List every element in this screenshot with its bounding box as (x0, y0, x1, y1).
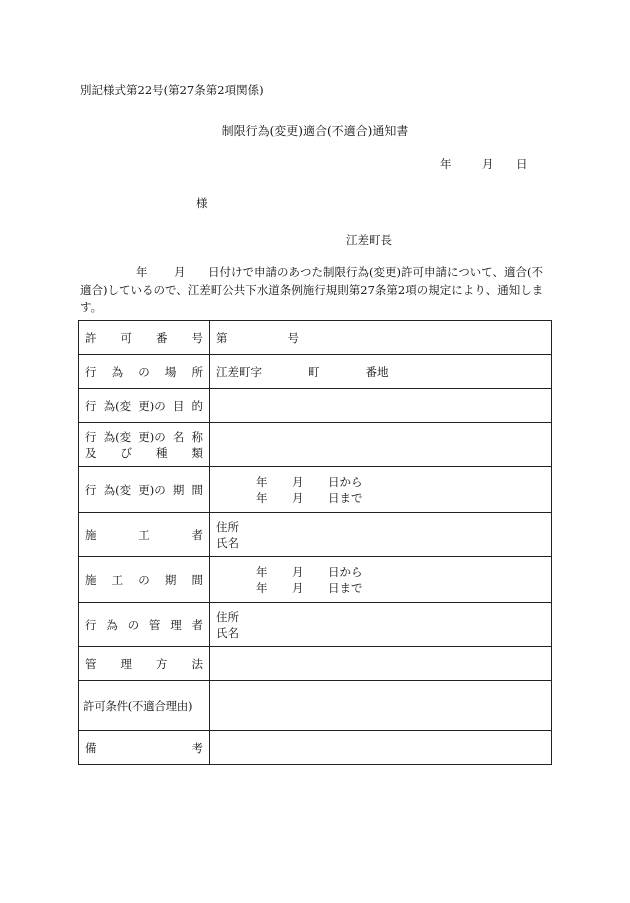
value-contractor (210, 513, 552, 557)
value-conditions (210, 681, 552, 731)
body-month: 月 (174, 265, 186, 279)
row-remarks (79, 731, 552, 765)
body-paragraph (80, 264, 552, 317)
value-permit-number (210, 321, 552, 355)
row-manager (79, 603, 552, 647)
value-manager (210, 603, 552, 647)
value-management (210, 647, 552, 681)
value-remarks (210, 731, 552, 765)
period-to: 年 月 日まで (256, 490, 363, 505)
date-year: 年 (440, 157, 452, 171)
location-cho: 町 (308, 364, 320, 379)
value-name-kind (210, 423, 552, 467)
row-location (79, 355, 552, 389)
location-banchi: 番地 (365, 364, 389, 379)
form-reference: 別記様式第22号(第27条第2項関係) (80, 83, 264, 97)
label-name-kind: 行 為(変 更)の 名 称 及 び 種 類 (79, 423, 210, 467)
row-permit-number (79, 321, 552, 355)
label-work-period: 施 工 の 期 間 (79, 557, 210, 603)
row-period (79, 467, 552, 513)
label-location: 行 為 の 場 所 (79, 355, 210, 389)
row-conditions (79, 681, 552, 731)
label-permit-number: 許 可 番 号 (79, 321, 210, 355)
location-town: 江差町字 (216, 364, 262, 379)
label-remarks: 備 考 (79, 731, 210, 765)
body-text: 日付けで申請のあつた制限行為(変更)許可申請について、適合(不適合)しているので、江差町公共下水道条例施行規則第27条第2項の規定により、通知します。 (80, 265, 544, 314)
contractor-address-label: 住所 (216, 519, 239, 534)
contractor-name-label: 氏名 (216, 535, 239, 550)
value-location (210, 355, 552, 389)
issuer: 江差町長 (346, 233, 392, 247)
permit-suffix: 号 (287, 330, 299, 345)
document-title: 制限行為(変更)適合(不適合)通知書 (221, 124, 409, 138)
manager-address-label: 住所 (216, 609, 239, 624)
date-line (440, 156, 528, 172)
value-work-period (210, 557, 552, 603)
addressee-suffix: 様 (196, 196, 208, 210)
work-period-from: 年 月 日から (256, 564, 363, 579)
row-management (79, 647, 552, 681)
period-from: 年 月 日から (256, 474, 363, 489)
label-contractor: 施 工 者 (79, 513, 210, 557)
row-work-period (79, 557, 552, 603)
detail-table (78, 320, 552, 765)
label-purpose: 行 為(変 更)の 目 的 (79, 389, 210, 423)
row-purpose (79, 389, 552, 423)
label-management: 管 理 方 法 (79, 647, 210, 681)
value-period (210, 467, 552, 513)
value-purpose (210, 389, 552, 423)
work-period-to: 年 月 日まで (256, 580, 363, 595)
label-manager: 行 為 の 管 理 者 (79, 603, 210, 647)
body-year: 年 (136, 265, 148, 279)
date-day: 日 (516, 157, 528, 171)
row-name-kind (79, 423, 552, 467)
permit-prefix: 第 (216, 330, 228, 345)
date-month: 月 (482, 157, 494, 171)
row-contractor (79, 513, 552, 557)
manager-name-label: 氏名 (216, 625, 239, 640)
label-conditions: 許可条件(不適合理由) (79, 681, 210, 731)
label-period: 行 為(変 更)の 期 間 (79, 467, 210, 513)
